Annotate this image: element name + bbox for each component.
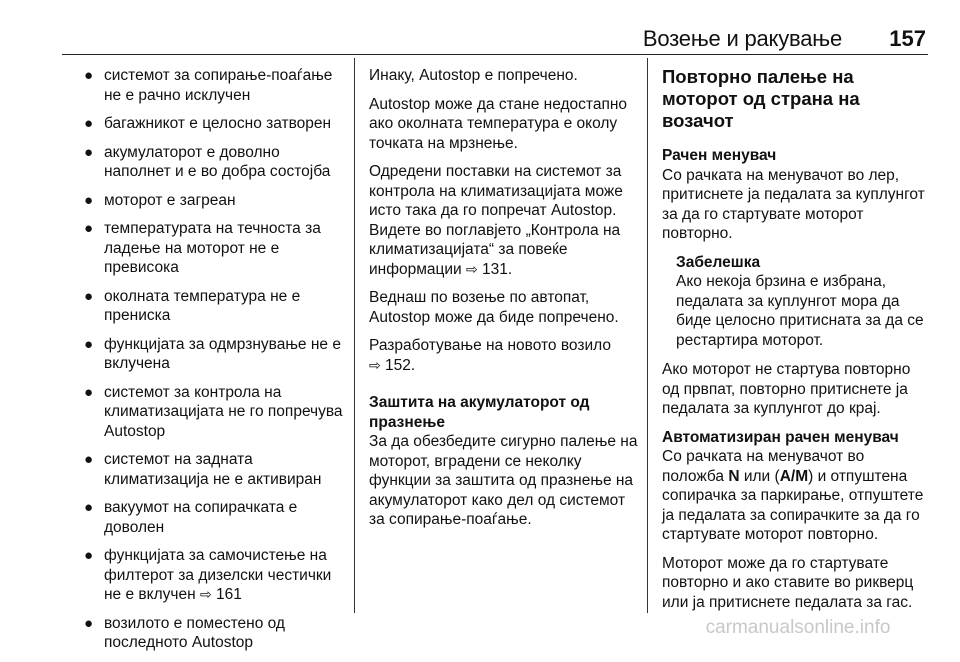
- column-2: [369, 66, 639, 539]
- list-item: ● околната температура не е прениска: [84, 287, 301, 324]
- list-item: ● акумулаторот е доволно наполнет и е во добра состојба: [84, 143, 331, 180]
- subheading-manual-transmission: Рачен менувач: [662, 147, 777, 164]
- paragraph: За да обезбедите сигурно палење на моторот, вградени се неколку функции за заштита од празнење на акумулаторот како дел од системот за сопирање-поаѓање.: [369, 433, 638, 528]
- paragraph: Моторот може да го стартувате повторно и ако ставите во рикверц или ја притиснете педалата за гас.: [662, 554, 914, 611]
- bullet-icon: ●: [84, 499, 94, 516]
- section-title: Повторно палење на моторот од страна на возачот: [662, 66, 860, 131]
- list-item: ● температурата на течноста за ладење на моторот не е превисока: [84, 220, 321, 276]
- paragraph: Со рачката на менувачот во положба N или (A/M) и отпуштена сопирачка за паркирање, отпуштете ја педалата за сопирачките за да го стартувате моторот повторно.: [662, 448, 924, 543]
- gear-n-label: N: [728, 467, 740, 485]
- page-ref-arrow-icon: ⇨: [466, 260, 478, 277]
- list-item: ● багажникот е целосно затворен: [84, 115, 332, 132]
- bullet-icon: ●: [84, 191, 94, 209]
- column-divider-2: [647, 58, 648, 613]
- list-item: ● системот за контрола на климатизацијата не го попречува Autostop: [84, 383, 343, 440]
- note-box: [662, 253, 928, 351]
- column-3: [662, 66, 928, 621]
- page-ref-link[interactable]: 161: [216, 586, 242, 603]
- list-item: ● моторот е загреан: [84, 191, 236, 209]
- paragraph: Инаку, Autostop е попречено.: [369, 67, 578, 84]
- list-item: ● функцијата за одмрзнување не е вклучена: [84, 335, 341, 372]
- header-rule: [62, 54, 928, 55]
- page-title: Возење и ракување: [642, 26, 842, 51]
- subheading-battery-protection: Заштита на акумулаторот од празнење: [369, 394, 590, 431]
- bullet-icon: ●: [84, 220, 94, 237]
- paragraph: Ако моторот не стартува повторно од првпат, повторно притиснете ја педалата за куплунгот до крај.: [662, 361, 911, 417]
- list-item: ● возилото е поместено од последното Autostop: [84, 614, 285, 651]
- bullet-icon: ●: [84, 143, 94, 161]
- paragraph: Autostop може да стане недостапно ако околната температура е околу точката на мрзнење.: [369, 95, 628, 152]
- page-ref-link[interactable]: 152.: [385, 356, 416, 374]
- list-item: ● системот на задната климатизација не е активиран: [84, 451, 322, 488]
- paragraph: Веднаш по возење по автопат, Autostop може да биде попречено.: [369, 289, 619, 326]
- bullet-icon: ●: [84, 614, 94, 632]
- page-ref-arrow-icon: ⇨: [199, 586, 212, 602]
- column-1: [62, 66, 350, 662]
- page-ref-arrow-icon: ⇨: [369, 356, 381, 373]
- list-item: ● вакуумот на сопирачката е доволен: [84, 499, 298, 536]
- watermark: carmanualsonline.info: [705, 617, 891, 638]
- page-ref-link[interactable]: 131.: [482, 260, 513, 278]
- bullet-icon: ●: [84, 335, 94, 353]
- paragraph: Со рачката на менувачот во лер, притиснете ја педалата за куплунгот за да го стартувате моторот повторно.: [662, 166, 925, 242]
- bullet-icon: ●: [84, 547, 94, 564]
- bullet-icon: ●: [84, 287, 94, 305]
- page-header: [0, 24, 960, 60]
- bullet-icon: ●: [84, 115, 94, 132]
- note-text: Ако некоја брзина е избрана, педалата за куплунгот мора да биде целосно притисната за да се рестартира моторот.: [676, 273, 924, 349]
- list-item: ● функцијата за самочистење на филтерот за дизелски честички не е вклучен ⇨ 161: [84, 547, 332, 603]
- paragraph: Разработување на новото возило ⇨ 152.: [369, 337, 611, 374]
- subheading-automated-manual: Автоматизиран рачен менувач: [662, 428, 899, 446]
- bullet-icon: ●: [84, 451, 94, 468]
- page-number: 157: [889, 26, 926, 51]
- column-divider-1: [354, 58, 355, 613]
- gear-am-label: A/M: [779, 467, 809, 485]
- condition-list: [62, 66, 350, 653]
- note-title: Забелешка: [676, 253, 761, 271]
- bullet-icon: ●: [84, 383, 94, 401]
- list-item: ● системот за сопирање-поаѓање не е рачно исклучен: [84, 67, 333, 104]
- bullet-icon: ●: [84, 67, 94, 84]
- paragraph: Одредени поставки на системот за контрола на климатизацијата може исто така да го попречат Autostop. Видете во поглавјето „Контрола на климатизацијата“ за повеќе информации ⇨ 131.: [369, 163, 623, 278]
